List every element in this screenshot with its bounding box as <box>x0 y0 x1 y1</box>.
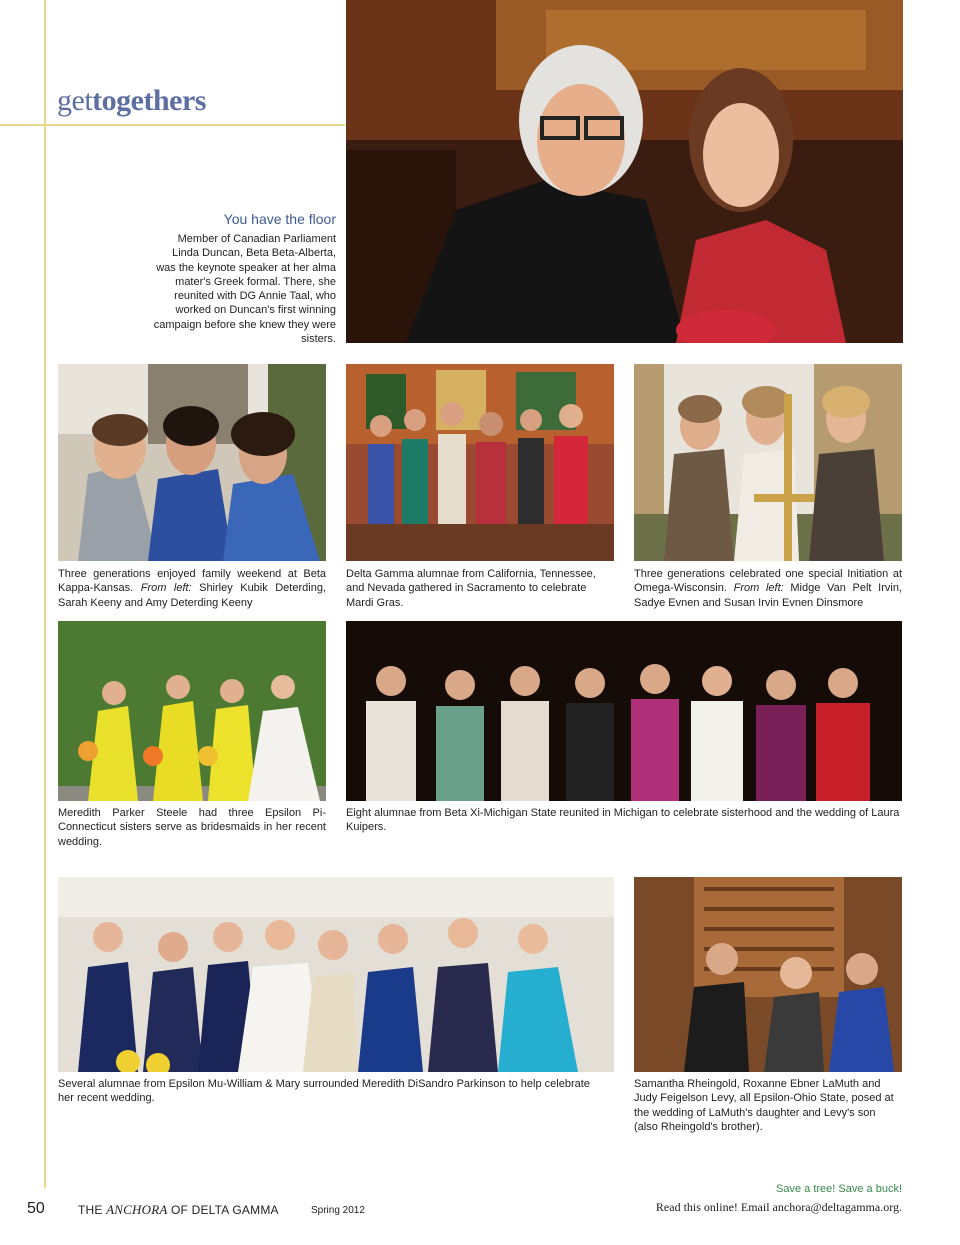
caption-omega-italic: From left: <box>733 582 784 595</box>
photo-epsilon-mu <box>58 877 614 1072</box>
caption-beta-xi: Eight alumnae from Beta Xi-Michigan State reunited in Michigan to celebrate sisterhood and the wedding of Laura Kuipers. <box>346 807 900 834</box>
save-tree-note: Save a tree! Save a buck! <box>776 1183 902 1195</box>
caption-beta-kappa-italic: From left: <box>140 582 192 595</box>
caption-ohio-state: Samantha Rheingold, Roxanne Ebner LaMuth and Judy Feigelson Levy, all Epsilon-Ohio State, posed at the wedding of LaMuth's daughter and Levy's son (also Rheingold's brother). <box>634 1078 894 1133</box>
read-online-note: Read this online! Email anchora@deltagamma.org. <box>655 1200 902 1214</box>
caption-mardi-gras: Delta Gamma alumnae from California, Tennessee, and Nevada gathered in Sacramento to celebrate Mardi Gras. <box>346 568 596 609</box>
caption-beta-kappa-post: Shirley Kubik Deterding, Sarah Keeny and Amy Deterding Keeny <box>58 582 326 609</box>
feature-photo <box>346 0 903 343</box>
feature-headline: You have the floor <box>223 211 336 227</box>
magazine-post: OF DELTA GAMMA <box>167 1203 279 1217</box>
caption-epsilon-mu: Several alumnae from Epsilon Mu-William & Mary surrounded Meredith DiSandro Parkinson to help celebrate her recent wedding. <box>58 1078 590 1105</box>
photo-mardi-gras <box>346 364 614 561</box>
photo-ohio-state <box>634 877 902 1072</box>
magazine-pre: THE <box>78 1203 107 1217</box>
caption-omega-pre: Three generations celebrated one special Initiation at Omega-Wisconsin. <box>634 568 902 595</box>
caption-bridesmaids: Meredith Parker Steele had three Epsilon Pi-Connecticut sisters serve as bridesmaids in her recent wedding. <box>58 807 326 848</box>
header-rule <box>0 124 345 126</box>
section-title <box>57 84 206 118</box>
magazine-italic: ANCHORA <box>106 1202 168 1217</box>
page-number: 50 <box>27 1200 45 1217</box>
photo-beta-xi <box>346 621 902 801</box>
photo-bridesmaids <box>58 621 326 801</box>
photo-beta-kappa <box>58 364 326 561</box>
caption-omega-post: Midge Van Pelt Irvin, Sadye Evnen and Susan Irvin Evnen Dinsmore <box>634 582 902 609</box>
photo-omega <box>634 364 902 561</box>
caption-omega <box>634 567 902 610</box>
caption-beta-kappa <box>58 567 326 610</box>
issue-date: Spring 2012 <box>311 1205 365 1216</box>
caption-beta-kappa-pre: Three generations enjoyed family weekend at Beta Kappa-Kansas. <box>58 568 326 595</box>
section-title-bold: togethers <box>92 84 206 117</box>
margin-rule-vertical <box>44 0 46 1188</box>
feature-caption: Member of Canadian Parliament Linda Duncan, Beta Beta-Alberta, was the keynote speaker at her alma mater's Greek formal. There, she reunited with DG Annie Taal, who worked on Duncan's first winning campaign before she knew they were sisters. <box>153 233 336 346</box>
magazine-name <box>78 1202 279 1218</box>
section-title-light: get <box>57 84 93 117</box>
